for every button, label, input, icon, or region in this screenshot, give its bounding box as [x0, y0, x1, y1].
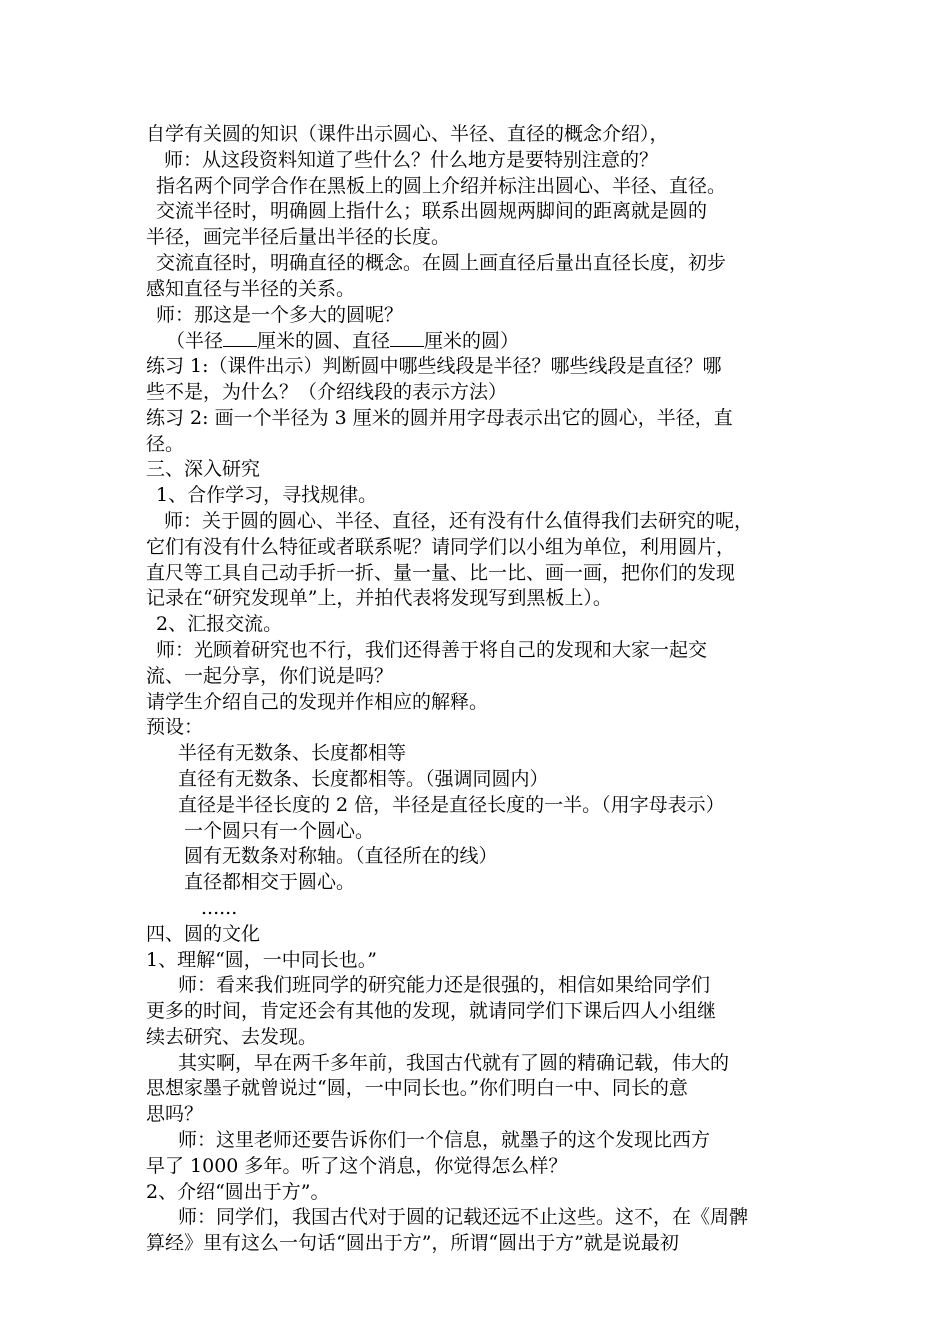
- text-line: ......: [201, 896, 238, 919]
- text-line: 三、深入研究: [146, 458, 261, 481]
- text-line: 半径有无数条、长度都相等: [178, 742, 407, 765]
- text-line: 师：那这是一个多大的圆呢？: [156, 303, 404, 326]
- text-line: 指名两个同学合作在黑板上的圆上介绍并标注出圆心、半径、直径。: [156, 174, 727, 197]
- text-line: 直径有无数条、长度都相等。（强调同圆内）: [178, 767, 549, 790]
- text-line: 早了 1000 多年。听了这个消息，你觉得怎么样？: [146, 1154, 568, 1177]
- text-line: 师：看来我们班同学的研究能力还是很强的，相信如果给同学们: [178, 974, 711, 997]
- text-line: 直尺等工具自己动手折一折、量一量、比一比、画一画，把你们的发现: [146, 561, 736, 584]
- text-line: 圆有无数条对称轴。（直径所在的线）: [184, 845, 498, 868]
- text-line: 流、一起分享，你们说是吗？: [146, 664, 394, 687]
- text-line: 请学生介绍自己的发现并作相应的解释。: [146, 690, 489, 713]
- text-line: 直径都相交于圆心。: [184, 871, 356, 894]
- text-line: 一个圆只有一个圆心。: [184, 819, 375, 842]
- text-line: 师：同学们，我国古代对于圆的记载还远不止这些。这不，在《周髀: [178, 1206, 749, 1229]
- text-line: [146, 328, 826, 354]
- text-line: 些不是，为什么？（介绍线段的表示方法）: [146, 380, 508, 403]
- text-line: 思想家墨子就曾说过“圆，一中同长也。”你们明白一中、同长的意: [146, 1077, 688, 1100]
- text-line: 交流直径时，明确直径的概念。在圆上画直径后量出直径长度，初步: [156, 251, 727, 274]
- text-line: 1、合作学习，寻找规律。: [156, 484, 378, 507]
- text-line: 2、汇报交流。: [156, 613, 283, 636]
- text-line: 师：光顾着研究也不行，我们还得善于将自己的发现和大家一起交: [156, 638, 708, 661]
- text-line: 四、圆的文化: [146, 922, 261, 945]
- text-line: 感知直径与半径的关系。: [146, 277, 356, 300]
- text-line: 交流半径时，明确圆上指什么；联系出圆规两脚间的距离就是圆的: [156, 200, 708, 223]
- document-page: [146, 122, 826, 1257]
- text-line: 记录在“研究发现单”上，并拍代表将发现写到黑板上）。: [146, 587, 612, 610]
- text-line: 续去研究、去发现。: [146, 1025, 318, 1048]
- text-line: 算经》里有这么一句话“圆出于方”，所谓“圆出于方”就是说最初: [146, 1232, 679, 1255]
- fill-blank: [390, 328, 424, 347]
- text-line: 径。: [146, 432, 185, 455]
- text-line: 1、理解“圆，一中同长也。”: [146, 948, 378, 971]
- text-segment: 厘米的圆）: [424, 330, 520, 353]
- fill-blank: [223, 328, 257, 347]
- text-line: 练习 1:（课件出示）判断圆中哪些线段是半径？哪些线段是直径？哪: [146, 355, 722, 378]
- text-segment: 厘米的圆、直径: [257, 330, 391, 353]
- text-line: 直径是半径长度的 2 倍，半径是直径长度的一半。（用字母表示）: [178, 793, 725, 816]
- text-line: 思吗？: [146, 1103, 204, 1126]
- text-line: 自学有关圆的知识（课件出示圆心、半径、直径的概念介绍），: [146, 123, 669, 145]
- text-line: 练习 2: 画一个半径为 3 厘米的圆并用字母表示出它的圆心，半径，直: [146, 406, 733, 429]
- text-line: 2、介绍“圆出于方”。: [146, 1180, 330, 1203]
- text-line: 它们有没有什么特征或者联系呢？请同学们以小组为单位，利用圆片，: [146, 535, 736, 558]
- text-line: 其实啊，早在两千多年前，我国古代就有了圆的精确记载，伟大的: [178, 1051, 730, 1074]
- text-line: 半径，画完半径后量出半径的长度。: [146, 226, 451, 249]
- text-segment: （半径: [166, 330, 224, 353]
- text-line: 更多的时间，肯定还会有其他的发现，就请同学们下课后四人小组继: [146, 1000, 717, 1023]
- text-line: 师：从这段资料知道了些什么？什么地方是要特别注意的？: [164, 148, 659, 171]
- text-line: 师：这里老师还要告诉你们一个信息，就墨子的这个发现比西方: [178, 1129, 711, 1152]
- text-line: 预设：: [146, 716, 204, 739]
- text-line: 师：关于圆的圆心、半径、直径，还有没有什么值得我们去研究的呢，: [164, 509, 754, 532]
